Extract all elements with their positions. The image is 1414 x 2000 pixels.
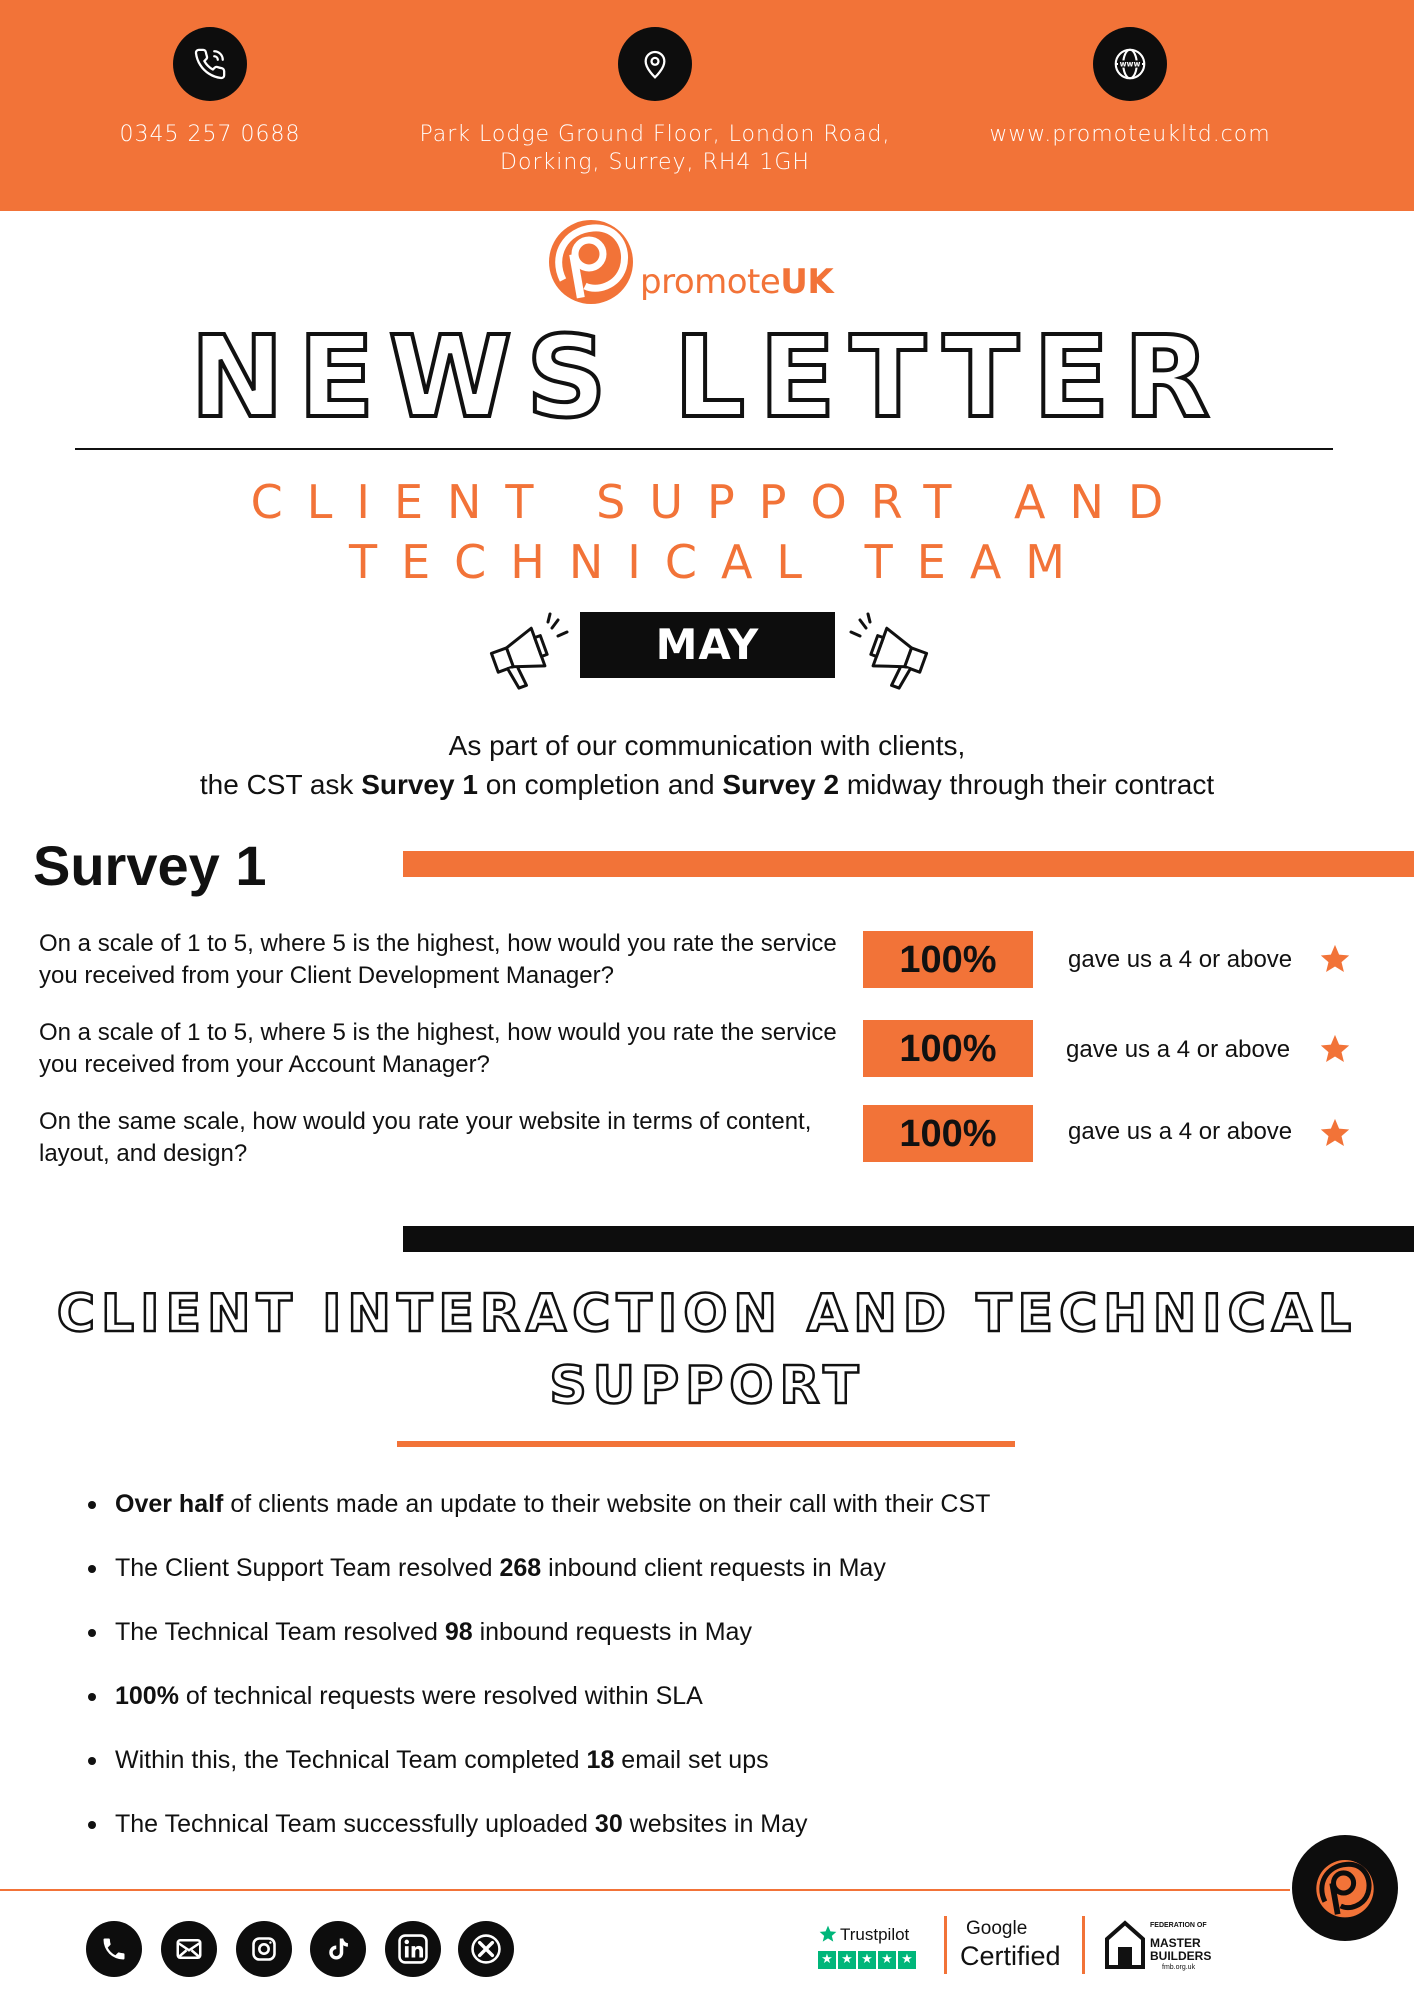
- address-line-2: Dorking, Surrey, RH4 1GH: [500, 150, 810, 175]
- intro-text-part: the CST ask: [199, 769, 362, 800]
- logo-mark-icon: [545, 216, 637, 306]
- fmb-text-2: [1150, 1937, 1211, 1963]
- location-pin-icon: [618, 27, 692, 101]
- fmb-builders: BUILDERS: [1150, 1949, 1212, 1963]
- linkedin-icon: [396, 1932, 430, 1966]
- megaphone-left-icon: [480, 610, 570, 700]
- tiktok-icon: [324, 1935, 352, 1963]
- section-underline: [397, 1441, 1015, 1447]
- list-item: [88, 1744, 1288, 1808]
- logo-text-plain: promote: [640, 262, 781, 302]
- google-certified-badge: [960, 1918, 1080, 1972]
- subtitle: [0, 472, 1414, 592]
- bullet-highlight: 98: [444, 1618, 473, 1646]
- address-line-1: Park Lodge Ground Floor, London Road,: [419, 122, 891, 147]
- trustpilot-label: Trustpilot: [840, 1925, 910, 1944]
- survey-question-1: On a scale of 1 to 5, where 5 is the highest, how would you rate the service you received from your Client Development Manager?: [39, 930, 837, 989]
- bullet-text: The Technical Team resolved: [115, 1618, 445, 1646]
- stats-list: [88, 1488, 1288, 1872]
- bullet-highlight: 18: [586, 1746, 615, 1774]
- social-tiktok-button[interactable]: [310, 1921, 366, 1977]
- social-x-button[interactable]: [458, 1921, 514, 1977]
- bullet-highlight: Over half: [115, 1490, 224, 1518]
- section-title-line-2: SUPPORT: [549, 1356, 865, 1416]
- survey-percent-1: 100%: [863, 931, 1033, 988]
- trustpilot-star-icon: [818, 1924, 838, 1944]
- social-phone-button[interactable]: [86, 1921, 142, 1977]
- contact-address: [380, 0, 930, 177]
- month-label: MAY: [580, 612, 835, 678]
- star-icon: [1318, 1032, 1352, 1066]
- contact-phone[interactable]: [100, 0, 320, 149]
- trustpilot-rating-stars-icon: ★ ★ ★ ★ ★: [818, 1951, 916, 1969]
- footer-logo-mark-icon: [1292, 1835, 1398, 1941]
- survey-question-3: On the same scale, how would you rate your website in terms of content, layout, and design?: [39, 1108, 812, 1167]
- footer-divider: [0, 1889, 1290, 1891]
- survey-caption-3: gave us a 4 or above: [1068, 1118, 1293, 1145]
- bullet-text: of technical requests were resolved within SLA: [178, 1682, 703, 1710]
- intro-text-part: on completion and: [477, 769, 723, 800]
- survey-accent-bar: [403, 851, 1414, 877]
- section-title: [0, 1278, 1414, 1422]
- fmb-master: MASTER: [1150, 1936, 1201, 1950]
- page-title: NEWS LETTER: [190, 313, 1224, 443]
- social-linkedin-button[interactable]: [385, 1921, 441, 1977]
- bullet-text: websites in May: [622, 1810, 808, 1838]
- logo-wordmark: [640, 262, 833, 302]
- x-icon: [469, 1932, 503, 1966]
- star-icon: [1318, 1116, 1352, 1150]
- title-divider: [75, 448, 1333, 450]
- survey-caption-2: gave us a 4 or above: [1066, 1036, 1291, 1063]
- subtitle-line-1: CLIENT SUPPORT AND: [250, 475, 1188, 529]
- social-instagram-button[interactable]: [236, 1921, 292, 1977]
- bullet-highlight: 268: [499, 1554, 542, 1582]
- google-label: Google: [966, 1918, 1028, 1939]
- trustpilot-badge: [818, 1925, 928, 1975]
- website-url: www.promoteukltd.com: [989, 122, 1271, 147]
- promoteuk-logo: [545, 216, 885, 306]
- badge-divider: [1082, 1916, 1085, 1974]
- phone-icon: [100, 1935, 128, 1963]
- email-icon: [174, 1934, 204, 1964]
- survey-percent-3: 100%: [863, 1105, 1033, 1162]
- bullet-text: The Technical Team successfully uploaded: [115, 1810, 595, 1838]
- badge-divider: [944, 1916, 947, 1974]
- intro-line-1: As part of our communication with clients,: [448, 730, 966, 761]
- section-divider-bar: [403, 1226, 1414, 1252]
- contact-website[interactable]: [940, 0, 1320, 149]
- bullet-text: The Client Support Team resolved: [115, 1554, 500, 1582]
- bullet-text: inbound requests in May: [472, 1618, 752, 1646]
- list-item: [88, 1488, 1288, 1552]
- survey-question-2: On a scale of 1 to 5, where 5 is the highest, how would you rate the service you received from your Account Manager?: [39, 1019, 837, 1078]
- svg-text:www: www: [1119, 59, 1141, 69]
- list-item: [88, 1680, 1288, 1744]
- social-email-button[interactable]: [161, 1921, 217, 1977]
- phone-number: 0345 257 0688: [119, 122, 301, 147]
- subtitle-line-2: TECHNICAL TEAM: [348, 535, 1089, 589]
- section-title-line-1: CLIENT INTERACTION AND TECHNICAL: [56, 1284, 1358, 1344]
- header-band: [0, 0, 1414, 211]
- list-item: [88, 1616, 1288, 1680]
- bullet-highlight: 100%: [115, 1682, 179, 1710]
- list-item: [88, 1552, 1288, 1616]
- list-item: [88, 1808, 1288, 1872]
- bullet-text: inbound client requests in May: [541, 1554, 886, 1582]
- intro-survey-2: Survey 2: [722, 769, 840, 800]
- instagram-icon: [250, 1935, 278, 1963]
- intro-line-2: [0, 765, 1414, 804]
- survey-heading: Survey 1: [33, 834, 267, 897]
- megaphone-right-icon: [848, 610, 938, 700]
- certified-label: Certified: [960, 1941, 1061, 1971]
- fmb-badge: [1104, 1919, 1224, 1975]
- globe-www-icon: [1093, 27, 1167, 101]
- fmb-house-icon: [1104, 1919, 1146, 1971]
- survey-caption-1: gave us a 4 or above: [1068, 946, 1293, 973]
- intro-text: [0, 726, 1414, 804]
- bullet-text: Within this, the Technical Team completed: [115, 1746, 587, 1774]
- intro-survey-1: Survey 1: [361, 769, 478, 800]
- star-icon: [1318, 942, 1352, 976]
- survey-percent-2: 100%: [863, 1020, 1033, 1077]
- logo-text-bold: UK: [780, 262, 834, 302]
- fmb-url: fmb.org.uk: [1162, 1964, 1196, 1971]
- fmb-text-1: FEDERATION OF: [1150, 1922, 1207, 1929]
- bullet-text: of clients made an update to their website on their call with their CST: [223, 1490, 991, 1518]
- bullet-highlight: 30: [594, 1810, 623, 1838]
- intro-text-part: midway through their contract: [839, 769, 1215, 800]
- phone-icon: [173, 27, 247, 101]
- bullet-text: email set ups: [614, 1746, 769, 1774]
